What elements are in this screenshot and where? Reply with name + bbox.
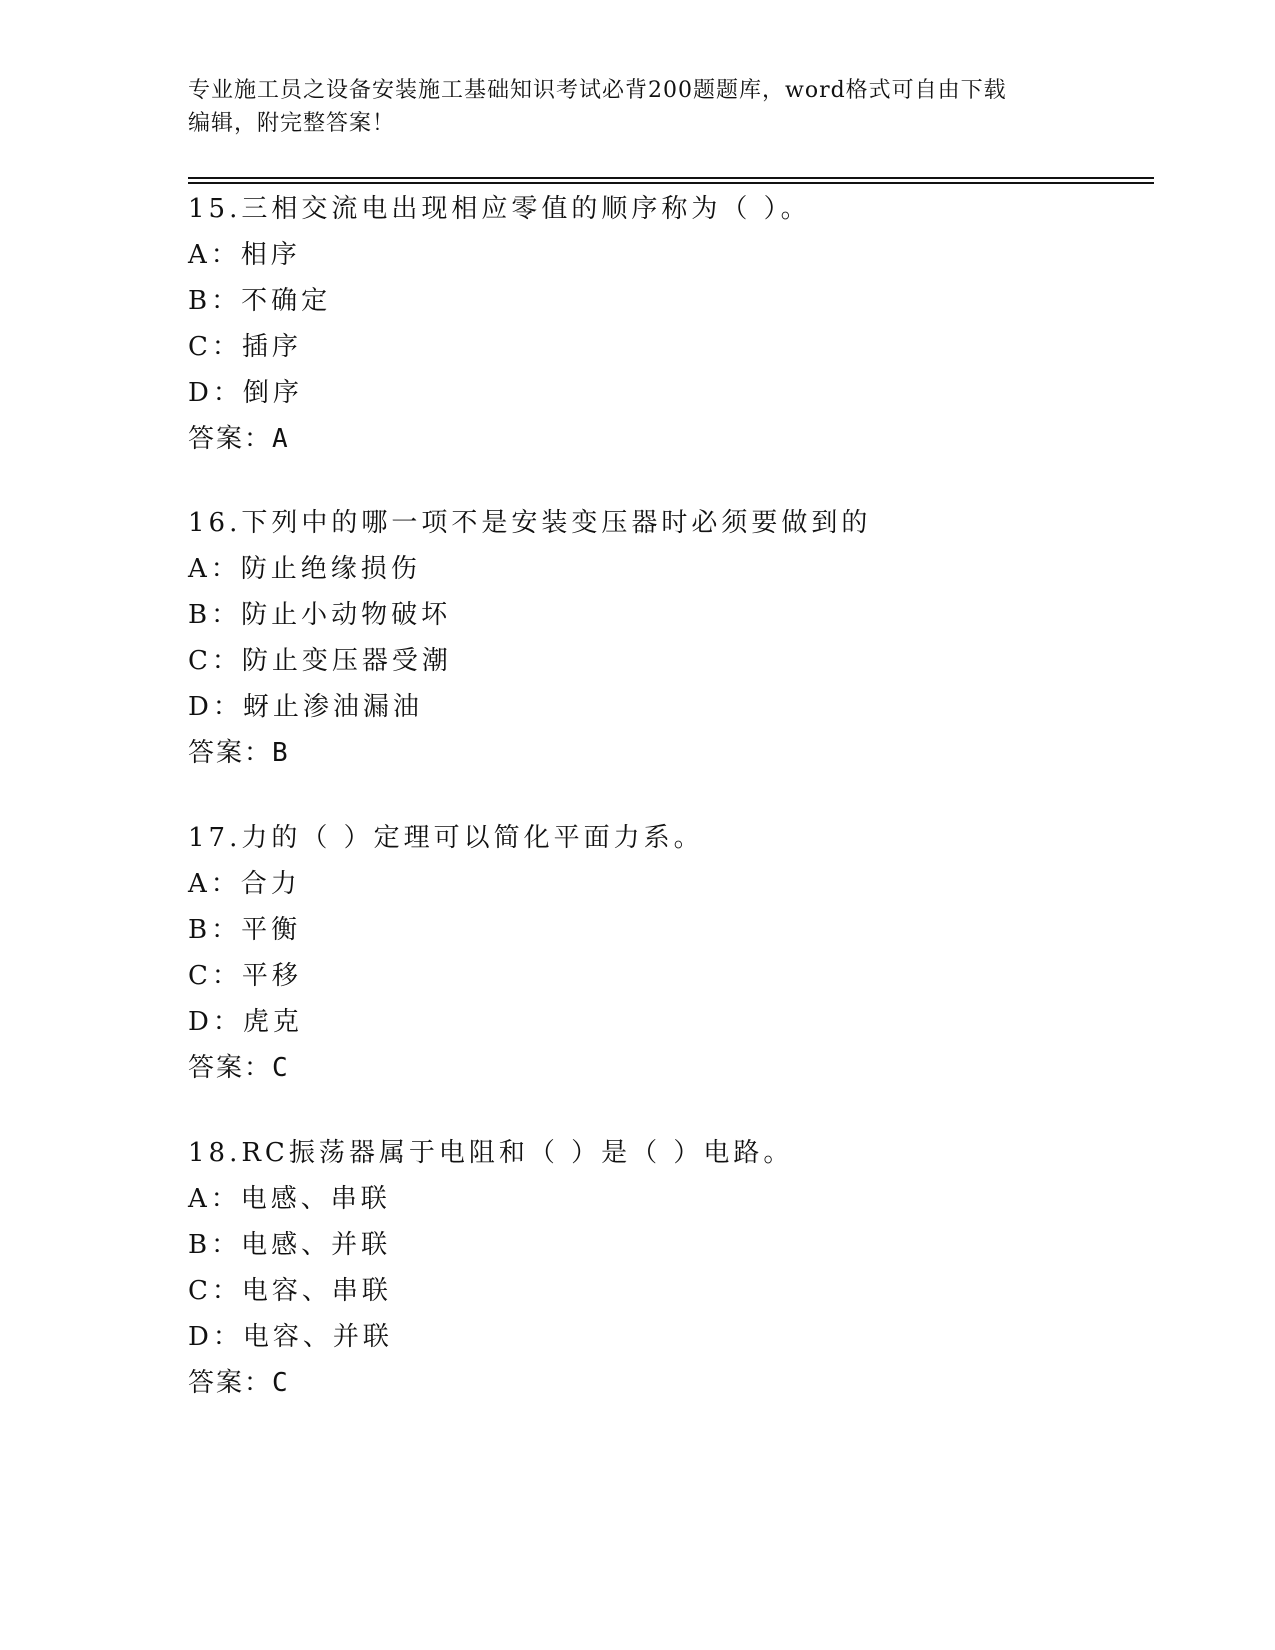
- question-stem: 17.力的（ ）定理可以简化平面力系。: [188, 823, 704, 853]
- answer: 答案：C: [188, 1368, 290, 1398]
- document-header: [188, 74, 1088, 140]
- option-d: D：倒序: [188, 378, 303, 408]
- question-16: [188, 500, 1148, 776]
- question-15: [188, 186, 1148, 462]
- option-b: B：电感、并联: [188, 1230, 392, 1260]
- header-divider-top: [188, 177, 1154, 179]
- option-b: B：平衡: [188, 915, 302, 945]
- question-stem: 16.下列中的哪一项不是安装变压器时必须要做到的: [188, 508, 872, 538]
- answer: 答案：C: [188, 1053, 290, 1083]
- option-d: D：虎克: [188, 1007, 303, 1037]
- option-b: B：防止小动物破坏: [188, 600, 452, 630]
- option-c: C：插序: [188, 332, 302, 362]
- header-divider-bottom: [188, 182, 1154, 184]
- question-stem: 18.RC振荡器属于电阻和（ ）是（ ）电路。: [188, 1138, 794, 1168]
- question-18: [188, 1130, 1148, 1406]
- header-line-1: 专业施工员之设备安装施工基础知识考试必背200题题库，word格式可自由下载: [188, 78, 1007, 103]
- question-17: [188, 815, 1148, 1091]
- option-c: C：防止变压器受潮: [188, 646, 452, 676]
- option-c: C：平移: [188, 961, 302, 991]
- answer: 答案：A: [188, 424, 290, 454]
- option-d: D：电容、并联: [188, 1322, 393, 1352]
- header-line-2: 编辑，附完整答案！: [188, 111, 396, 136]
- option-a: A：相序: [188, 240, 301, 270]
- option-a: A：电感、串联: [188, 1184, 391, 1214]
- option-a: A：合力: [188, 869, 301, 899]
- option-b: B：不确定: [188, 286, 332, 316]
- answer: 答案：B: [188, 738, 290, 768]
- option-c: C：电容、串联: [188, 1276, 392, 1306]
- option-d: D：蚜止渗油漏油: [188, 692, 423, 722]
- question-stem: 15.三相交流电出现相应零值的顺序称为（ ）。: [188, 194, 811, 224]
- option-a: A：防止绝缘损伤: [188, 554, 421, 584]
